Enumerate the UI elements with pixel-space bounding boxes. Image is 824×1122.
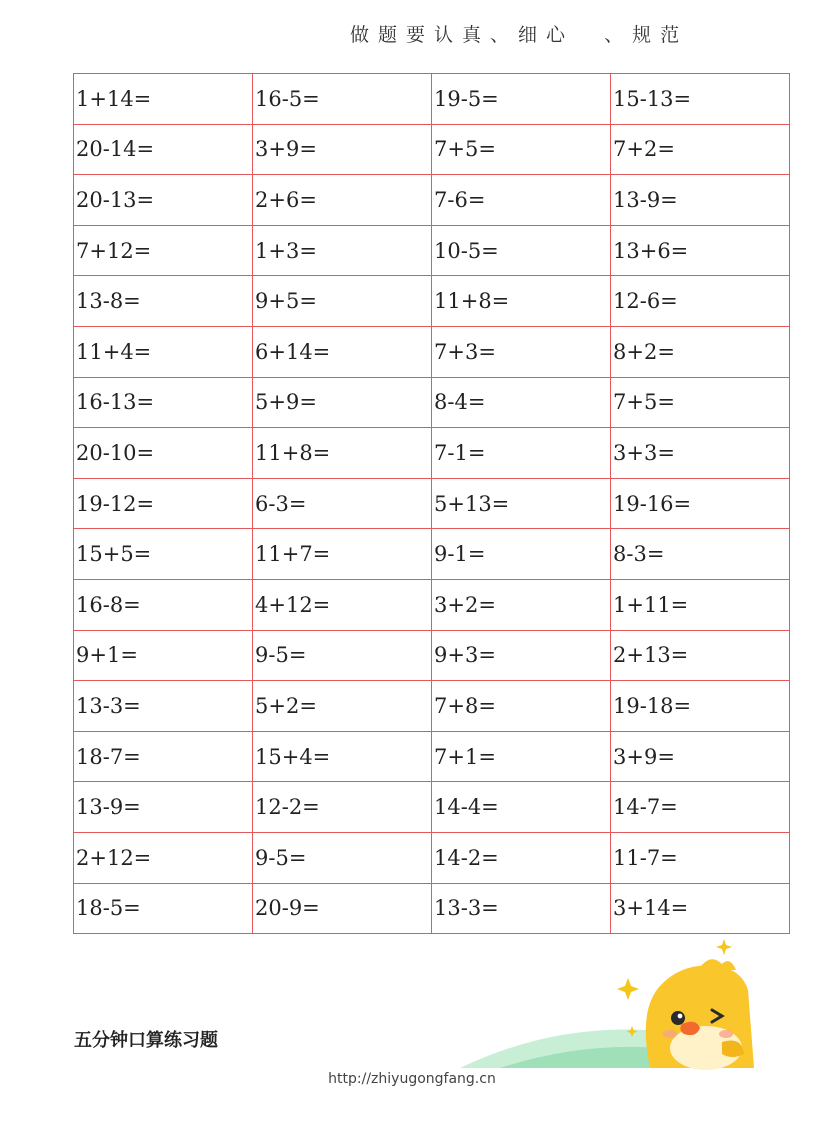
problem-cell: 19-18= — [611, 681, 790, 732]
problem-cell: 11+4= — [74, 326, 253, 377]
table-row — [74, 579, 790, 630]
problem-cell: 7+12= — [74, 225, 253, 276]
problem-cell: 2+12= — [74, 832, 253, 883]
problem-cell: 9+3= — [432, 630, 611, 681]
problem-cell: 2+6= — [253, 175, 432, 226]
problem-cell: 15-13= — [611, 74, 790, 125]
problem-cell: 5+2= — [253, 681, 432, 732]
table-row — [74, 225, 790, 276]
problem-cell: 16-5= — [253, 74, 432, 125]
problem-cell: 9+1= — [74, 630, 253, 681]
problem-cell: 4+12= — [253, 579, 432, 630]
table-row — [74, 124, 790, 175]
problem-cell: 20-13= — [74, 175, 253, 226]
footer-url: http://zhiyugongfang.cn — [328, 1071, 496, 1087]
problem-cell: 8-3= — [611, 529, 790, 580]
problem-cell: 16-13= — [74, 377, 253, 428]
table-row — [74, 883, 790, 934]
problem-cell: 16-8= — [74, 579, 253, 630]
table-row — [74, 478, 790, 529]
problem-cell: 11+7= — [253, 529, 432, 580]
problem-cell: 15+5= — [74, 529, 253, 580]
problem-cell: 7-1= — [432, 428, 611, 479]
problem-cell: 12-6= — [611, 276, 790, 327]
table-row — [74, 276, 790, 327]
table-row — [74, 175, 790, 226]
table-row — [74, 74, 790, 125]
problem-cell: 7+5= — [432, 124, 611, 175]
sparkle-icon-small — [716, 939, 732, 955]
problem-cell: 11-7= — [611, 832, 790, 883]
problem-cell: 7+3= — [432, 326, 611, 377]
problem-cell: 7+2= — [611, 124, 790, 175]
problem-cell: 10-5= — [432, 225, 611, 276]
table-row — [74, 832, 790, 883]
problem-cell: 5+13= — [432, 478, 611, 529]
problem-cell: 15+4= — [253, 731, 432, 782]
problem-cell: 1+11= — [611, 579, 790, 630]
problem-cell: 9-1= — [432, 529, 611, 580]
problem-cell: 1+3= — [253, 225, 432, 276]
problem-cell: 6-3= — [253, 478, 432, 529]
problem-cell: 13-8= — [74, 276, 253, 327]
table-row — [74, 377, 790, 428]
problem-cell: 19-5= — [432, 74, 611, 125]
problem-cell: 6+14= — [253, 326, 432, 377]
problem-cell: 8-4= — [432, 377, 611, 428]
problem-cell: 7-6= — [432, 175, 611, 226]
problem-cell: 1+14= — [74, 74, 253, 125]
table-row — [74, 782, 790, 833]
mascot-illustration — [460, 930, 760, 1075]
problem-cell: 9+5= — [253, 276, 432, 327]
problem-cell: 11+8= — [432, 276, 611, 327]
problem-cell: 18-5= — [74, 883, 253, 934]
arithmetic-grid — [73, 73, 790, 934]
problem-cell: 3+3= — [611, 428, 790, 479]
problem-cell: 5+9= — [253, 377, 432, 428]
worksheet-title: 五分钟口算练习题 — [74, 1030, 218, 1051]
problem-cell: 20-9= — [253, 883, 432, 934]
problem-cell: 19-12= — [74, 478, 253, 529]
problem-cell: 20-14= — [74, 124, 253, 175]
table-row — [74, 681, 790, 732]
problem-cell: 9-5= — [253, 832, 432, 883]
sparkle-icon — [617, 978, 639, 1000]
problem-cell: 11+8= — [253, 428, 432, 479]
table-row — [74, 529, 790, 580]
problem-cell: 12-2= — [253, 782, 432, 833]
problem-cell: 13-3= — [74, 681, 253, 732]
problem-cell: 13-3= — [432, 883, 611, 934]
problem-cell: 2+13= — [611, 630, 790, 681]
problem-cell: 7+5= — [611, 377, 790, 428]
table-row — [74, 326, 790, 377]
problem-cell: 3+9= — [253, 124, 432, 175]
problem-cell: 7+8= — [432, 681, 611, 732]
problem-cell: 14-2= — [432, 832, 611, 883]
table-row — [74, 428, 790, 479]
problem-cell: 19-16= — [611, 478, 790, 529]
problem-cell: 3+14= — [611, 883, 790, 934]
problem-cell: 14-4= — [432, 782, 611, 833]
problem-cell: 20-10= — [74, 428, 253, 479]
table-row — [74, 731, 790, 782]
problem-cell: 13-9= — [611, 175, 790, 226]
page-title: 做题要认真、细心 、规范 — [350, 24, 689, 46]
problem-cell: 18-7= — [74, 731, 253, 782]
yellow-chick-mascot-icon — [646, 959, 754, 1070]
problem-cell: 3+9= — [611, 731, 790, 782]
problem-cell: 13-9= — [74, 782, 253, 833]
table-row — [74, 630, 790, 681]
problem-cell: 9-5= — [253, 630, 432, 681]
problem-cell: 3+2= — [432, 579, 611, 630]
problem-cell: 14-7= — [611, 782, 790, 833]
problem-cell: 13+6= — [611, 225, 790, 276]
problem-cell: 7+1= — [432, 731, 611, 782]
problem-cell: 8+2= — [611, 326, 790, 377]
